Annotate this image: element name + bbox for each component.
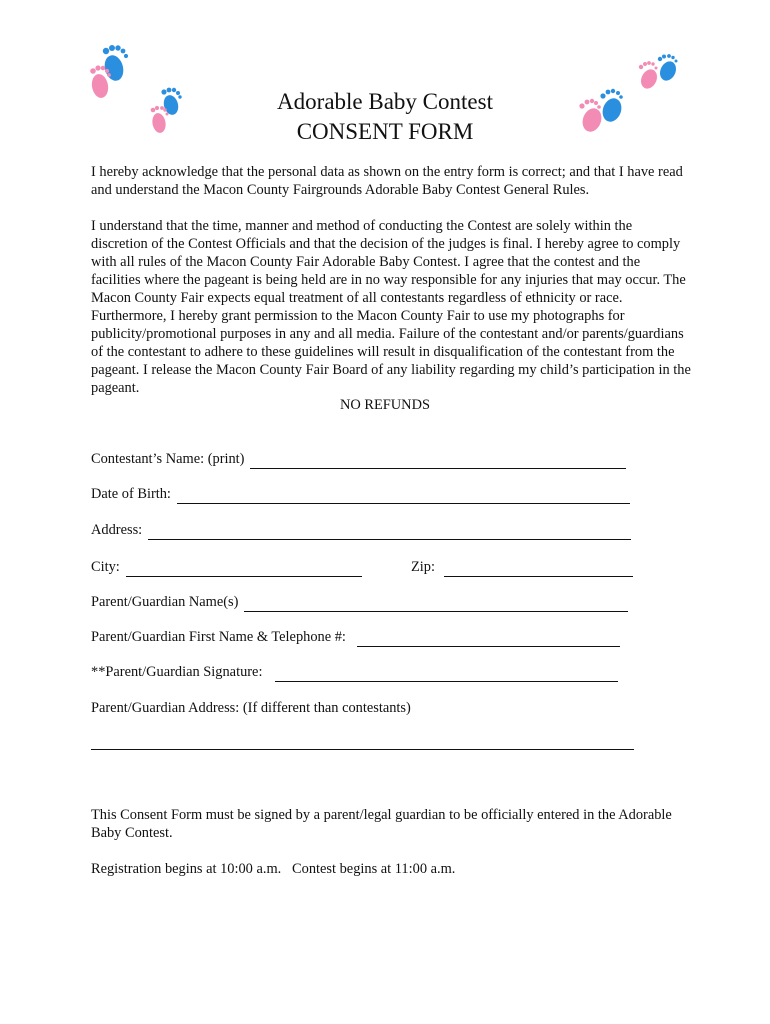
- city-label: City:: [91, 559, 120, 575]
- city-field: [91, 557, 362, 577]
- signing-notice: This Consent Form must be signed by a parent/legal guardian to be officially entered in the Adorable Baby Contest.: [91, 807, 672, 841]
- page-subtitle: CONSENT FORM: [296, 119, 474, 144]
- parent-signature-field: [91, 662, 618, 682]
- parent-names-label: Parent/Guardian Name(s): [91, 594, 239, 610]
- parent-address-field: [91, 698, 411, 718]
- contestant-name-input-line[interactable]: [250, 454, 626, 469]
- parent-names-input-line[interactable]: [244, 597, 628, 612]
- page-title: Adorable Baby Contest: [277, 89, 493, 114]
- parent-names-field: [91, 592, 628, 612]
- parent-signature-input-line[interactable]: [275, 667, 618, 682]
- date-of-birth-field: [91, 484, 630, 504]
- acknowledgement-paragraph: I hereby acknowledge that the personal data as shown on the entry form is correct; and that I have read and understand the Macon County Fairgrounds Adorable Baby Contest General Rules.: [91, 164, 683, 198]
- date-of-birth-input-line[interactable]: [177, 489, 630, 504]
- zip-field: [411, 557, 633, 577]
- address-field: [91, 520, 631, 540]
- address-input-line[interactable]: [148, 525, 631, 540]
- zip-label: Zip:: [411, 559, 435, 575]
- contestant-name-field: [91, 449, 626, 469]
- terms-paragraph: I understand that the time, manner and method of conducting the Contest are solely within the discretion of the Contest Officials and that the decision of the judges is final. I hereby agree to comply with all rules of the Macon County Fair Adorable Baby Contest. I agree that the contest and the facilities where the pageant is being held are in no way responsible for any injuries that may occur. The Macon County Fair expects equal treatment of all contestants regardless of ethnicity or race. Furthermore, I hereby grant permission to the Macon County Fair to use my photographs for publicity/promotional purposes in any and all media. Failure of the contestant and/or parents/guardians of the contestant to adhere to these guidelines will result in disqualification of the contestant from the pageant. I release the Macon County Fair Board of any liability regarding my child’s participation in the pageant.: [91, 218, 691, 396]
- parent-signature-label: **Parent/Guardian Signature:: [91, 664, 263, 680]
- parent-address-label: Parent/Guardian Address: (If different than contestants): [91, 700, 411, 716]
- zip-input-line[interactable]: [444, 562, 633, 577]
- schedule-notice: Registration begins at 10:00 a.m. Contest begins at 11:00 a.m.: [91, 861, 456, 877]
- parent-first-name-phone-label: Parent/Guardian First Name & Telephone #:: [91, 629, 346, 645]
- parent-address-input-line[interactable]: [91, 749, 634, 750]
- parent-first-name-phone-field: [91, 627, 620, 647]
- address-label: Address:: [91, 522, 143, 538]
- contestant-name-label: Contestant’s Name: (print): [91, 451, 245, 467]
- date-of-birth-label: Date of Birth:: [91, 486, 171, 502]
- parent-first-name-phone-input-line[interactable]: [357, 632, 620, 647]
- city-input-line[interactable]: [126, 562, 362, 577]
- no-refunds-notice: NO REFUNDS: [340, 397, 430, 413]
